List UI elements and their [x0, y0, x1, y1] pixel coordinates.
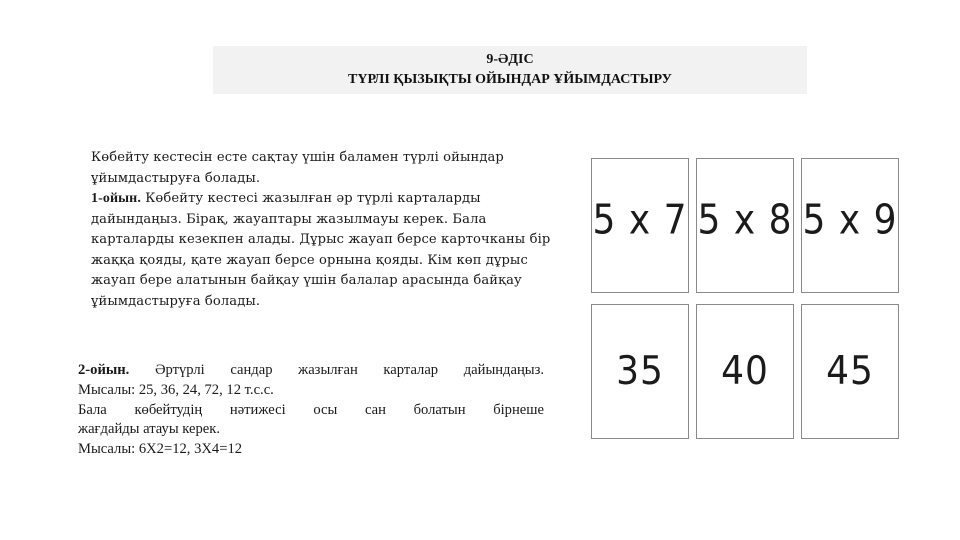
- game1-paragraph: [91, 189, 561, 312]
- method-title: ТҮРЛІ ҚЫЗЫҚТЫ ОЙЫНДАР ҰЙЫМДАСТЫРУ: [348, 72, 672, 87]
- card-label: 40: [721, 348, 769, 395]
- game1-text: Көбейту кестесі жазылған әр түрлі карталарды дайындаңыз. Бірақ, жауаптары жазылмауы керек. Бала карталарды кезекпен алады. Дұрыс жауап берсе карточканы бір жаққа қояды, қате жауап берсе орнына қояды. Кім көп дұрыс жауап бере алатынын байқау үшін балалар арасында байқау ұйымдастыруға болады.: [91, 191, 551, 309]
- card-5x7: [591, 158, 689, 293]
- game2-intro: [78, 361, 544, 381]
- method-number: 9-ӘДІС: [486, 52, 534, 67]
- game1-label: 1-ойын.: [91, 191, 141, 206]
- title-banner: [213, 46, 807, 94]
- intro-paragraph: [91, 148, 561, 312]
- card-40: [696, 304, 794, 439]
- game2-label: 2-ойын.: [78, 362, 130, 378]
- card-label: 5 x 8: [697, 196, 793, 245]
- game2-example2: Мысалы: 6Х2=12, 3Х4=12: [78, 441, 243, 458]
- card-45: [801, 304, 899, 439]
- game2-example1: Мысалы: 25, 36, 24, 72, 12 т.с.с.: [78, 381, 274, 398]
- card-label: 5 x 7: [592, 196, 688, 245]
- game2-section: [78, 361, 544, 460]
- flashcards-grid: [588, 158, 904, 444]
- intro-text: Көбейту кестесін есте сақтау үшін баламен түрлі ойындар ұйымдастыруға болады.: [91, 150, 504, 186]
- card-label: 35: [616, 348, 664, 395]
- card-5x9: [801, 158, 899, 293]
- game2-instruction-line1: Бала көбейтудің нәтижесі осы сан болатын бірнеше: [78, 401, 544, 418]
- game2-text: Әртүрлі сандар жазылған карталар дайындаңыз.: [129, 362, 544, 378]
- card-5x8: [696, 158, 794, 293]
- card-label: 45: [826, 348, 874, 395]
- card-35: [591, 304, 689, 439]
- card-label: 5 x 9: [802, 196, 898, 245]
- game2-instruction-line2: жағдайды атауы керек.: [78, 421, 220, 438]
